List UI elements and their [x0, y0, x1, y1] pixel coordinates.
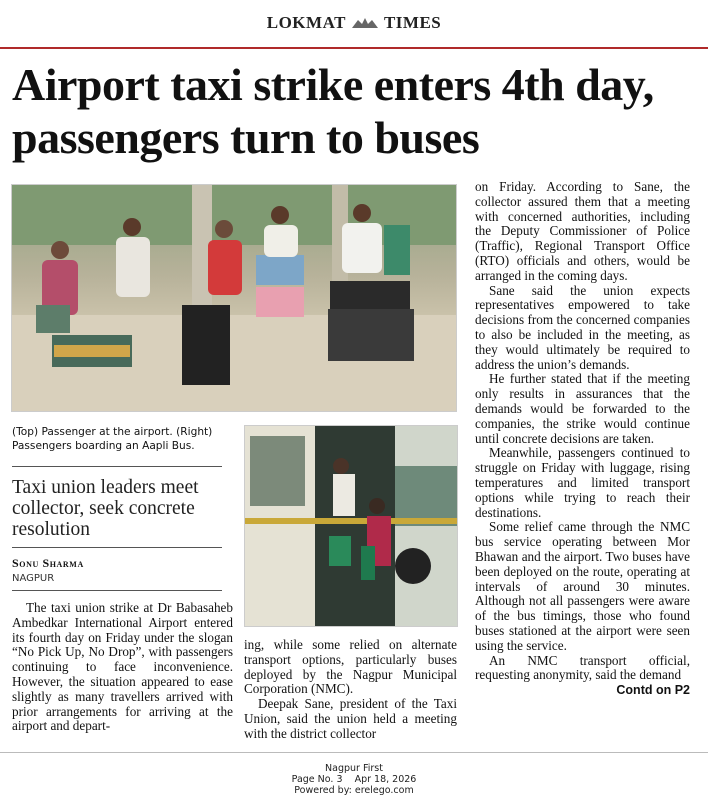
paragraph: An NMC transport official, requesting anonymity, said the demand: [475, 652, 690, 683]
paragraph: ing, while some relied on alternate transport options, particularly buses deployed by the Nagpur Municipal Corporation (NMC).: [244, 637, 457, 697]
lion-emblem-icon: [350, 16, 380, 30]
article-column-3: [475, 180, 690, 697]
paragraph: on Friday. According to Sane, the collector assured them that a meeting with concerned authorities, including the Deputy Commissioner of Police (Traffic), Regional Transport Office (RTO) officials and others, would be arranged in the coming days.: [475, 179, 690, 283]
newspaper-logo: [267, 13, 441, 33]
paragraph: Meanwhile, passengers continued to struggle on Friday with luggage, rising temperatures and limited transport options while trying to reach their destinations.: [475, 445, 690, 520]
logo-left-text: LOKMAT: [266, 13, 346, 32]
powered-by[interactable]: Powered by: erelego.com: [294, 785, 414, 796]
subheadline-divider: [12, 547, 222, 548]
paragraph: Some relief came through the NMC bus service operating between Mor Bhawan and the airport. Two buses have been deployed on the route, operating at intervals of around 30 minutes. Although not all passengers were aware of the bus timings, those who found buses stationed at the airport were seen using the service.: [475, 519, 690, 653]
masthead: [0, 0, 708, 46]
logo-right-text: TIMES: [383, 13, 442, 32]
paragraph: The taxi union strike at Dr Babasaheb Ambedkar International Airport entered its fourth day on Friday under the slogan “No Pick Up, No Drop”, with passengers continuing to face inconvenience. However, the situation appeared to ease slightly as many travellers arrived with prior arrangements for arriving at the airport and depart-: [12, 600, 233, 734]
continuation-link[interactable]: Contd on P2: [616, 683, 690, 698]
photo-caption: (Top) Passenger at the airport. (Right) Passengers boarding an Aapli Bus.: [12, 426, 213, 452]
page-footer: [0, 763, 708, 796]
airport-passengers-photo: [11, 184, 457, 412]
edition-name: Nagpur First: [325, 763, 383, 774]
dateline: NAGPUR: [12, 573, 55, 584]
footer-divider: [0, 752, 708, 753]
byline-divider: [12, 590, 222, 591]
caption-divider: [12, 466, 222, 467]
byline: Sonu Sharma: [12, 556, 84, 570]
last-line-row: [475, 654, 690, 684]
masthead-divider: [0, 47, 708, 49]
bus-boarding-photo: [244, 425, 458, 627]
headline: Airport taxi strike enters 4th day, passengers turn to buses: [12, 59, 654, 163]
paragraph: He further stated that if the meeting only results in assurances that the demands would be forwarded to the companies, the strike would continue until concrete decisions are taken.: [475, 371, 690, 446]
paragraph: Sane said the union expects representatives empowered to take decisions from the concerned companies to also be included in the meeting, as they would ultimately be required to address the union’s demands.: [475, 282, 690, 372]
continuation-row: [475, 683, 690, 697]
article-column-2: [244, 638, 457, 742]
article-column-1: [12, 601, 233, 734]
subheadline: Taxi union leaders meet collector, seek concrete resolution: [12, 477, 199, 540]
page-and-date: Page No. 3 Apr 18, 2026: [291, 774, 417, 785]
paragraph: Deepak Sane, president of the Taxi Union, said the union held a meeting with the district collector: [244, 696, 457, 741]
